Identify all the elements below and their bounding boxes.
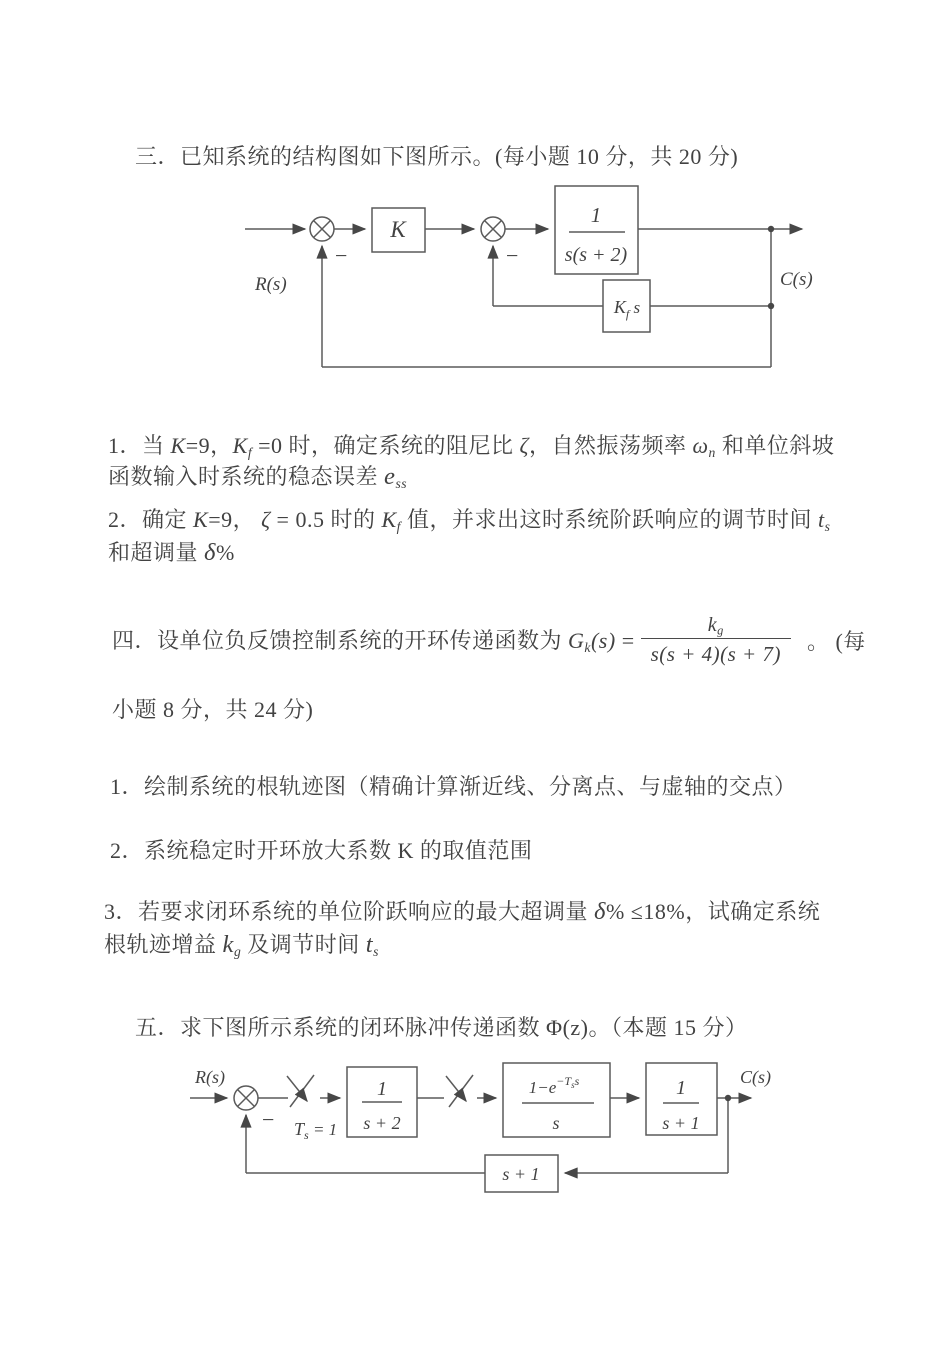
q1-line-2: 函数输入时系统的稳态误差 ess	[108, 463, 408, 491]
section-four-q3	[104, 895, 820, 961]
d1-output-label: C(s)	[780, 269, 813, 290]
d2-output-label: C(s)	[740, 1067, 771, 1087]
d2-block1-numerator: 1	[377, 1078, 387, 1100]
block-diagram-2	[170, 1055, 790, 1205]
d2-block2-numerator: 1	[676, 1077, 686, 1099]
d1-input-label: R(s)	[255, 274, 287, 295]
section-four-q2: 2．系统稳定时开环放大系数 K 的取值范围	[110, 838, 533, 863]
fraction-numerator: kg	[707, 613, 724, 638]
d2-input-label: R(s)	[195, 1067, 225, 1087]
q3-line-2: 根轨迹增益 kg 及调节时间 ts	[104, 931, 379, 959]
heading-four-post: 。 (每	[806, 628, 866, 654]
d2-sampler-1	[287, 1075, 314, 1107]
d2-zoh-numerator: $1-e^{-T}ss$	[528, 1074, 580, 1097]
section-four-heading	[112, 610, 866, 670]
d1-plant-numerator: 1	[590, 203, 602, 227]
d1-takeoff-dot-top	[768, 226, 774, 232]
d2-block2-denominator: s + 1	[662, 1113, 700, 1133]
section-four-heading-line2: 小题 8 分，共 24 分)	[112, 697, 314, 722]
d1-minus-sign-1: −	[335, 243, 348, 268]
section-four-q1: 1．绘制系统的根轨迹图（精确计算渐近线、分离点、与虚轴的交点）	[110, 774, 797, 799]
d2-feedback-label: s + 1	[502, 1164, 540, 1184]
section-three-heading: 三．已知系统的结构图如下图所示。(每小题 10 分，共 20 分)	[135, 144, 739, 169]
d2-sampler-period-label: $T_s = 1$	[294, 1119, 338, 1142]
d2-zoh-denominator: s	[552, 1113, 560, 1133]
fraction-denominator: s(s + 4)(s + 7)	[641, 638, 791, 666]
section-three-q1	[108, 430, 834, 492]
d1-plant-denominator: s(s + 2)	[564, 244, 628, 266]
q2-line-1: 2．确定 K=9， ζ = 0.5 时的 Kf 值，并求出这时系统阶跃响应的调节时间 ts	[108, 507, 831, 534]
d2-sampler-2	[446, 1075, 473, 1107]
d1-gain-label: K	[390, 217, 406, 242]
d2-takeoff-dot	[725, 1095, 731, 1101]
q2-line-2: 和超调量 δ%	[108, 539, 235, 566]
section-five-heading: 五．求下图所示系统的闭环脉冲传递函数 Φ(z)。（本题 15 分）	[135, 1015, 748, 1040]
section-three-q2	[108, 503, 830, 569]
d1-feedback-block	[603, 280, 650, 332]
open-loop-transfer-fraction	[641, 614, 791, 667]
d1-minus-sign-2: −	[506, 243, 519, 268]
d2-block1-denominator: s + 2	[363, 1113, 401, 1133]
d1-feedback-label: $K_f$ s	[613, 297, 641, 321]
d2-minus-sign: −	[262, 1107, 275, 1132]
q1-line-1: 1．当 K=9，Kf =0 时，确定系统的阻尼比 ζ，自然振荡频率 ωn 和单位斜坡	[108, 433, 835, 460]
d1-takeoff-dot-inner	[768, 303, 774, 309]
q3-line-1: 3．若要求闭环系统的单位阶跃响应的最大超调量 δ% ≤18%，试确定系统	[104, 898, 821, 925]
block-diagram-1	[180, 180, 830, 395]
heading-four-pre: 四．设单位负反馈控制系统的开环传递函数为 Gk(s) =	[112, 628, 635, 655]
